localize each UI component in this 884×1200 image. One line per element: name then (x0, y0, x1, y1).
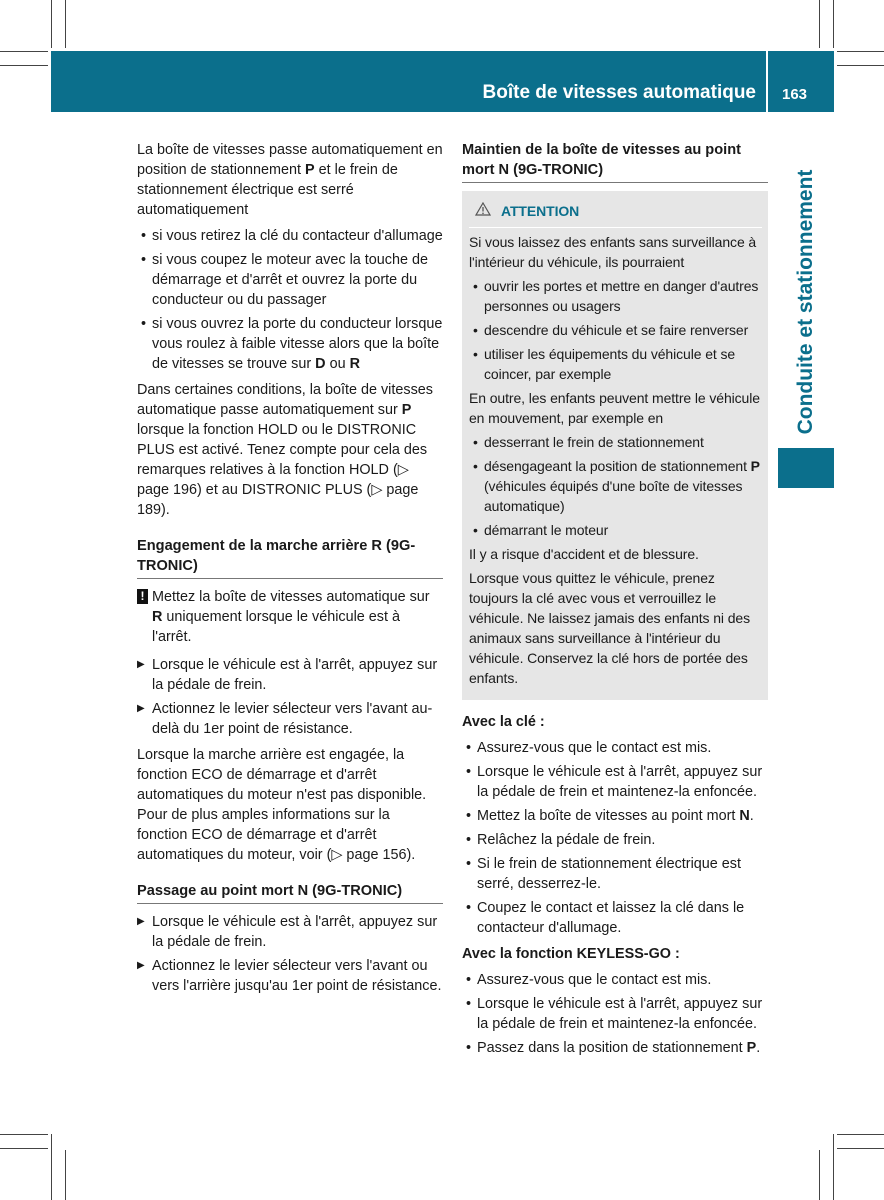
warning-box (462, 191, 768, 700)
side-tab-label: Conduite et stationnement (794, 169, 817, 435)
text-run: si vous coupez le moteur avec la touche de démarrage et d'arrêt et ouvrez la porte du conducteur ou du passager (152, 252, 428, 308)
side-tab (778, 165, 834, 440)
text-run: La boîte de vitesses passe automatiquement en position de stationnement (137, 142, 443, 178)
text-run: Si vous laissez des enfants sans surveillance à l'intérieur du véhicule, ils pourraient (469, 234, 757, 270)
list-item (462, 994, 768, 1034)
warning-bullets-1 (469, 276, 762, 384)
reverse-heading: Engagement de la marche arrière R (9G-TRONIC) (137, 536, 443, 579)
reverse-note (137, 587, 443, 647)
text-run: N (739, 808, 750, 824)
conditions-paragraph (137, 380, 443, 520)
warning-intro (469, 232, 762, 272)
list-item (469, 344, 762, 384)
list-item (462, 738, 768, 758)
action-step (137, 912, 443, 952)
page-number: 163 (782, 86, 808, 103)
text-run: . (749, 808, 754, 824)
key-heading: Avec la clé : (462, 714, 545, 730)
text-run: démarrant le moteur (484, 522, 609, 538)
crop-mark (0, 51, 48, 52)
list-item (462, 830, 768, 850)
list-item (462, 854, 768, 894)
list-item (137, 226, 443, 246)
text-run: Lorsque vous quittez le véhicule, prenez toujours la clé avec vous et verrouillez le véhicule. Ne laissez jamais des enfants ni des animaux sans surveillance à l'intérieur du véhicule. Conservez la clé hors de portée des enfants. (469, 570, 750, 686)
crop-mark (0, 1134, 48, 1135)
hold-neutral-heading: Maintien de la boîte de vitesses au point mort N (9G-TRONIC) (462, 140, 768, 183)
text-run: Lorsque le véhicule est à l'arrêt, appuyez sur la pédale de frein. (152, 657, 438, 693)
text-run: Coupez le contact et laissez la clé dans le contacteur d'allumage. (477, 900, 745, 936)
text-run: utiliser les équipements du véhicule et se coincer, par exemple (484, 346, 736, 382)
crop-mark (51, 1134, 52, 1200)
neutral-heading: Passage au point mort N (9G-TRONIC) (137, 881, 443, 904)
page-title: Boîte de vitesses automatique (482, 82, 756, 103)
crop-mark (833, 1134, 834, 1200)
left-column (137, 140, 443, 1002)
text-run: Lorsque le véhicule est à l'arrêt, appuyez sur la pédale de frein et maintenez-la enfoncée. (477, 764, 763, 800)
text-run: En outre, les enfants peuvent mettre le véhicule en mouvement, par exemple en (469, 390, 760, 426)
text-run: R (349, 356, 360, 372)
text-run: ouvrir les portes et mettre en danger d'autres personnes ou usagers (484, 278, 759, 314)
text-run: Mettez la boîte de vitesses au point mort (477, 808, 740, 824)
text-run: P (305, 162, 315, 178)
text-run: Actionnez le levier sélecteur vers l'avant au-delà du 1er point de résistance. (152, 701, 433, 737)
text-run: Actionnez le levier sélecteur vers l'avant ou vers l'arrière jusqu'au 1er point de résistance. (152, 958, 442, 994)
list-item (469, 520, 762, 540)
text-run: Passez dans la position de stationnement (477, 1040, 747, 1056)
list-item (462, 762, 768, 802)
warning-bullets-2 (469, 432, 762, 540)
crop-mark (837, 51, 884, 52)
text-run: Si le frein de stationnement électrique est serré, desserrez-le. (477, 856, 741, 892)
crop-mark (833, 0, 834, 48)
list-item (137, 250, 443, 310)
text-run: R (152, 609, 163, 625)
list-item (469, 456, 762, 516)
text-run: . (756, 1040, 761, 1056)
text-run: descendre du véhicule et se faire renverser (484, 322, 749, 338)
crop-mark (837, 1148, 884, 1149)
list-item (469, 276, 762, 316)
text-run: P (401, 402, 412, 418)
warning-triangle-icon (475, 201, 491, 221)
list-item (469, 432, 762, 452)
crop-mark (837, 1134, 884, 1135)
text-run: D (315, 356, 326, 372)
warning-risk (469, 544, 762, 564)
crop-mark (819, 0, 820, 48)
crop-mark (65, 0, 66, 48)
text-run: si vous ouvrez la porte du conducteur lorsque vous roulez à faible vitesse alors que la boîte de vitesses se trouve sur (152, 316, 443, 372)
warning-title-row (469, 201, 762, 228)
text-run: Il y a risque d'accident et de blessure. (469, 546, 699, 562)
text-run: Lorsque le véhicule est à l'arrêt, appuyez sur la pédale de frein. (152, 914, 438, 950)
reverse-action-list (137, 655, 443, 739)
header-divider (766, 51, 768, 112)
action-step (137, 655, 443, 695)
text-run: P (750, 458, 760, 474)
text-run: P (746, 1040, 757, 1056)
right-column (462, 140, 768, 1064)
crop-mark (837, 65, 884, 66)
text-run: si vous retirez la clé du contacteur d'allumage (152, 228, 443, 244)
side-tab-marker (778, 448, 834, 488)
crop-mark (0, 65, 48, 66)
list-item (462, 898, 768, 938)
text-run: desserrant le frein de stationnement (484, 434, 704, 450)
list-item (462, 970, 768, 990)
text-run: et le frein de stationnement électrique est serré automatiquement (137, 162, 398, 218)
reverse-note-text (152, 589, 430, 645)
action-step (137, 956, 443, 996)
text-run: Dans certaines conditions, la boîte de vitesses automatique passe automatiquement sur (137, 382, 433, 418)
crop-mark (65, 1150, 66, 1200)
text-run: Lorsque le véhicule est à l'arrêt, appuyez sur la pédale de frein et maintenez-la enfoncée. (477, 996, 763, 1032)
text-run: Mettez la boîte de vitesses automatique sur (152, 589, 430, 605)
text-run: désengageant la position de stationnement (484, 458, 751, 474)
list-item (462, 806, 768, 826)
list-item (137, 314, 443, 374)
intro-paragraph (137, 140, 443, 220)
text-run: ou (325, 356, 350, 372)
action-step (137, 699, 443, 739)
keyless-heading: Avec la fonction KEYLESS-GO : (462, 946, 680, 962)
keyless-step-list (462, 970, 768, 1058)
neutral-action-list (137, 912, 443, 996)
list-item (462, 1038, 768, 1058)
intro-bullet-list (137, 226, 443, 374)
text-run: (véhicules équipés d'une boîte de vitesses automatique) (484, 478, 743, 514)
crop-mark (51, 0, 52, 48)
warning-closing (469, 568, 762, 688)
text-run: Assurez-vous que le contact est mis. (477, 972, 712, 988)
eco-paragraph (137, 745, 443, 865)
exclamation-icon: ! (137, 589, 148, 604)
warning-middle (469, 388, 762, 428)
crop-mark (819, 1150, 820, 1200)
text-run: Lorsque la marche arrière est engagée, la fonction ECO de démarrage et d'arrêt automatiques du moteur n'est pas disponible. Pour de plus amples informations sur la fonction ECO de démarrage et d'arrêt automatiques du moteur, voir (▷ page 156). (137, 747, 427, 863)
warning-title: ATTENTION (501, 203, 580, 219)
key-step-list (462, 738, 768, 938)
text-run: lorsque la fonction HOLD ou le DISTRONIC PLUS est activé. Tenez compte pour cela des remarques relatives à la fonction HOLD (▷ page 196) et au DISTRONIC PLUS (▷ page 189). (137, 422, 428, 518)
crop-mark (0, 1148, 48, 1149)
text-run: Relâchez la pédale de frein. (477, 832, 656, 848)
text-run: Assurez-vous que le contact est mis. (477, 740, 712, 756)
text-run: uniquement lorsque le véhicule est à l'arrêt. (152, 609, 400, 645)
list-item (469, 320, 762, 340)
